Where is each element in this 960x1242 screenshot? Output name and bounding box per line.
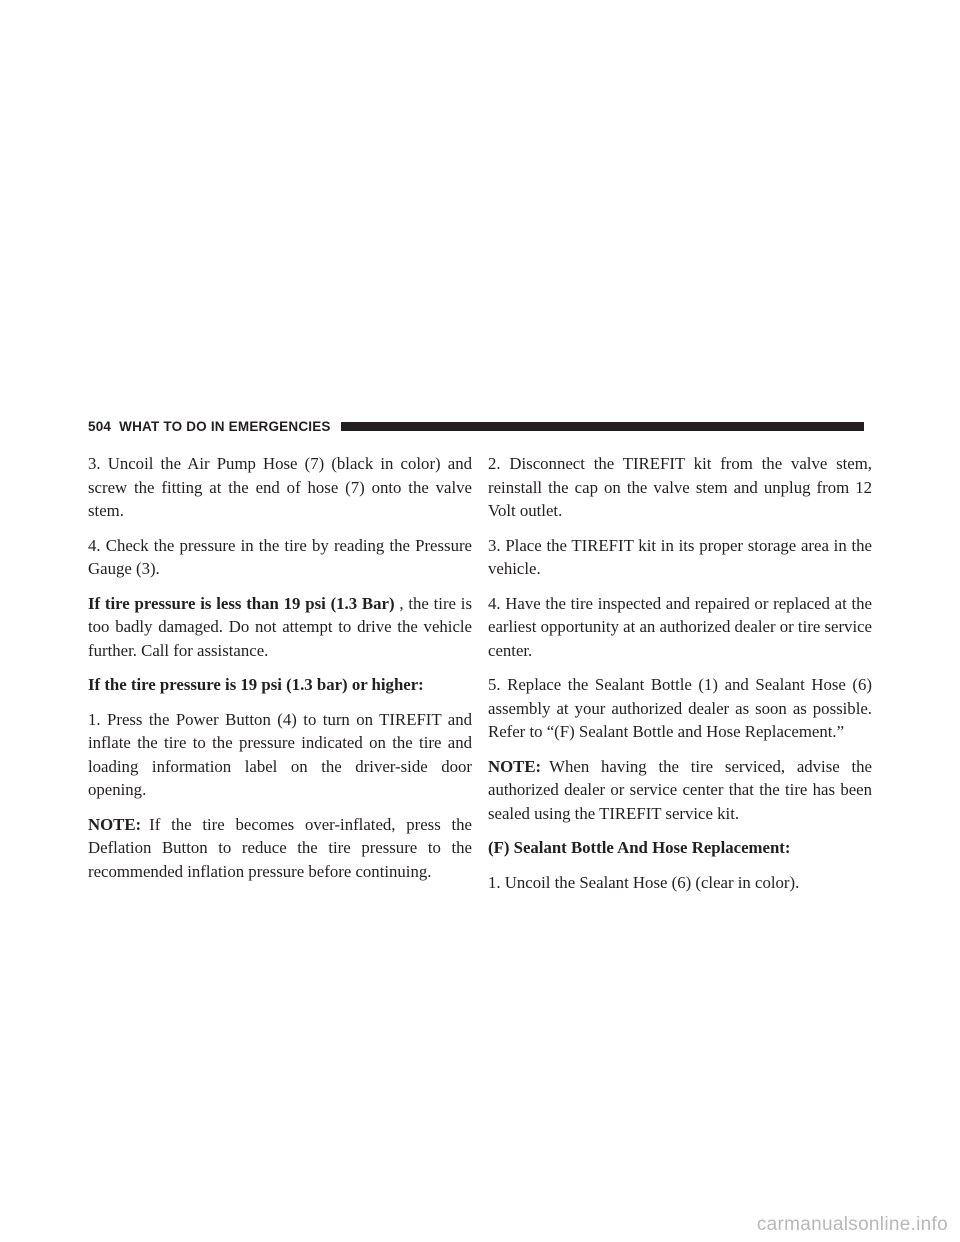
ok-pressure-condition: If the tire pressure is 19 psi (1.3 bar) or higher: [88, 675, 424, 694]
note-text: If the tire becomes over-inflated, press the Deflation Button to reduce the tire pressure to the recommended inflation pressure before continuing. [88, 814, 472, 881]
note-text: When having the tire serviced, advise the authorized dealer or service center that the tire has been sealed using the TIREFIT service kit. [488, 756, 872, 823]
step-1-press-power-button: 1. Press the Power Button (4) to turn on TIREFIT and inflate the tire to the pressure indicated on the tire and loading information label on the driver-side door opening. [88, 709, 472, 799]
sealant-replacement-heading: (F) Sealant Bottle And Hose Replacement: [488, 838, 791, 857]
step-3-uncoil-air-pump-hose: 3. Uncoil the Air Pump Hose (7) (black in color) and screw the fitting at the end of hose (7) onto the valve stem. [88, 454, 472, 520]
note-label: NOTE: [488, 756, 542, 776]
step-5-replace-sealant: 5. Replace the Sealant Bottle (1) and Sealant Hose (6) assembly at your authorized dealer as soon as possible. Refer to “(F) Sealant Bottle and Hose Replacement.” [488, 675, 872, 741]
section-title: WHAT TO DO IN EMERGENCIES [119, 418, 331, 434]
step-4-check-pressure: 4. Check the pressure in the tire by reading the Pressure Gauge (3). [88, 535, 472, 578]
left-column [88, 452, 472, 894]
step-2-disconnect-kit: 2. Disconnect the TIREFIT kit from the valve stem, reinstall the cap on the valve stem and unplug from 12 Volt outlet. [488, 454, 872, 520]
right-column [488, 452, 872, 905]
step-1-uncoil-sealant-hose: 1. Uncoil the Sealant Hose (6) (clear in color). [488, 872, 800, 892]
note-tire-serviced [488, 755, 872, 826]
step-4-inspect-tire: 4. Have the tire inspected and repaired or replaced at the earliest opportunity at an authorized dealer or tire service center. [488, 593, 872, 660]
low-pressure-condition: If tire pressure is less than 19 psi (1.3 Bar) [88, 593, 395, 613]
step-3-store-kit: 3. Place the TIREFIT kit in its proper storage area in the vehicle. [488, 535, 872, 578]
low-pressure-instruction: , the tire is too badly damaged. Do not attempt to drive the vehicle further. Call for assistance. [88, 593, 472, 660]
header-rule [341, 422, 864, 431]
page-header [88, 416, 864, 436]
note-over-inflated [88, 813, 472, 884]
watermark-text: carmanualsonline.info [756, 1214, 948, 1235]
note-label: NOTE: [88, 814, 142, 834]
low-pressure-paragraph [88, 592, 472, 663]
page-number: 504 [88, 418, 112, 434]
